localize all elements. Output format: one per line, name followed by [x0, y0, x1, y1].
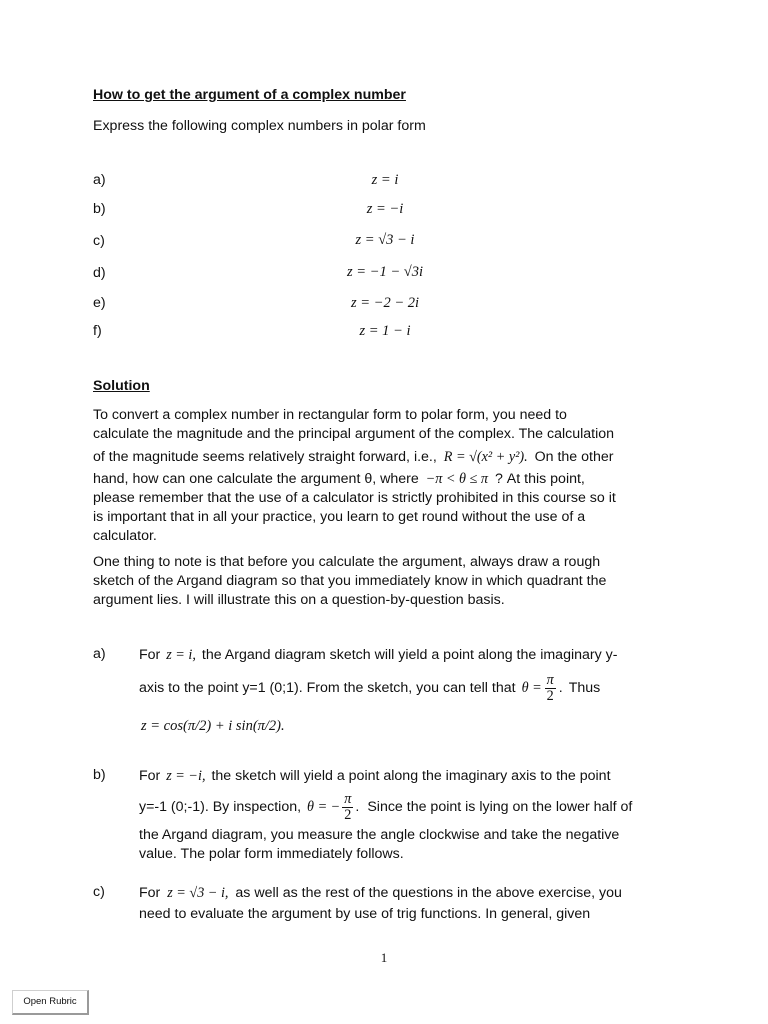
fraction-numerator: π: [344, 790, 352, 807]
fraction-denominator: 2: [344, 806, 352, 823]
answer-a-eq: z = i,: [166, 647, 196, 663]
magnitude-formula: R = √(x² + y²).: [443, 449, 528, 465]
argument-range-formula: −π < θ ≤ π: [425, 471, 489, 487]
answer-b-text1: the sketch will yield a point along the imaginary axis to the point: [211, 768, 611, 784]
exercise-eq-d: z = −1 − √3i: [347, 264, 423, 280]
page-number: 1: [380, 950, 388, 965]
answer-c-for: For: [139, 885, 161, 901]
answer-a-for: For: [139, 647, 161, 663]
para1-line4: [93, 470, 683, 489]
answer-b-text3: Since the point is lying on the lower half of: [367, 798, 633, 815]
answer-a-polar-form: z = cos(π/2) + i sin(π/2).: [141, 718, 285, 734]
exercise-label-f: f): [93, 323, 102, 339]
para1-line1: To convert a complex number in rectangular form to polar form, you need to: [93, 407, 567, 423]
para1-line3: [93, 448, 683, 467]
para1-line4-after: ? At this point,: [494, 471, 585, 487]
exercise-eq-e: z = −2 − 2i: [350, 295, 420, 311]
para1-line4-text: hand, how can one calculate the argument θ, where: [93, 471, 419, 487]
answer-c-text1: as well as the rest of the questions in the above exercise, you: [235, 885, 622, 901]
para1-line5: please remember that the use of a calculator is strictly prohibited in this course so it: [93, 490, 616, 506]
answer-c-line1: [139, 884, 679, 903]
answer-b-line3: the Argand diagram, you measure the angle clockwise and take the negative: [139, 827, 620, 843]
para2-line3: argument lies. I will illustrate this on a question-by-question basis.: [93, 592, 505, 608]
exercise-eq-f: z = 1 − i: [359, 323, 411, 339]
page-title: How to get the argument of a complex number: [93, 87, 406, 103]
answer-b-line4: value. The polar form immediately follows.: [139, 846, 404, 862]
answer-a-line2: axis to the point y=1 (0;1). From the sketch, you can tell that θ = $\frac{\pi}{2}$ . Thus: [139, 671, 601, 704]
para1-line6: is important that in all your practice, you learn to get round without the use of a: [93, 509, 586, 525]
answer-a-thus: Thus: [568, 679, 601, 696]
answer-b-fraction: [342, 792, 353, 823]
exercise-label-d: d): [93, 265, 106, 281]
answer-a: [139, 646, 679, 705]
exercise-eq-a: z = i: [371, 172, 399, 188]
answer-b: [139, 767, 679, 864]
answer-b-eq: z = −i,: [166, 768, 206, 784]
exercise-eq-b: z = −i: [366, 201, 404, 217]
answer-label-a: a): [93, 646, 106, 662]
answer-c-line2: need to evaluate the argument by use of trig functions. In general, given: [139, 906, 591, 922]
fraction-numerator: π: [546, 671, 554, 688]
answer-c-eq: z = √3 − i,: [167, 885, 229, 901]
solution-para-2: [93, 553, 683, 610]
answer-b-line2: y=-1 (0;-1). By inspection, θ = − $\frac{\pi}{2}$ . Since the point is lying on the lower half of: [139, 790, 633, 823]
fraction-denominator: 2: [546, 687, 554, 704]
solution-para-1: [93, 406, 683, 546]
para2-line1: One thing to note is that before you calculate the argument, always draw a rough: [93, 554, 601, 570]
answer-a-fraction: [545, 673, 556, 704]
answer-a-text2: axis to the point y=1 (0;1). From the sketch, you can tell that: [139, 679, 516, 696]
answer-c: [139, 884, 679, 924]
intro-text: Express the following complex numbers in polar form: [93, 118, 426, 134]
para1-line3-text: of the magnitude seems relatively straight forward, i.e.,: [93, 449, 437, 465]
exercise-label-a: a): [93, 172, 106, 188]
para1-line7: calculator.: [93, 528, 157, 544]
answer-a-line1: [139, 646, 679, 665]
exercise-label-e: e): [93, 295, 106, 311]
solution-heading: Solution: [93, 378, 150, 394]
exercise-label-b: b): [93, 201, 106, 217]
answer-b-line1: [139, 767, 679, 786]
answer-b-for: For: [139, 768, 161, 784]
answer-label-c: c): [93, 884, 105, 900]
para2-line2: sketch of the Argand diagram so that you immediately know in which quadrant the: [93, 573, 607, 589]
para1-line3-after: On the other: [534, 449, 614, 465]
open-rubric-button[interactable]: Open Rubric: [12, 990, 89, 1015]
answer-b-text2: y=-1 (0;-1). By inspection,: [139, 798, 302, 815]
exercise-eq-c: z = √3 − i: [355, 232, 415, 248]
answer-label-b: b): [93, 767, 106, 783]
answer-a-theta: θ =: [521, 679, 542, 696]
para1-line2: calculate the magnitude and the principal argument of the complex. The calculation: [93, 426, 615, 442]
answer-b-theta: θ = −: [307, 798, 341, 815]
answer-a-text1: the Argand diagram sketch will yield a point along the imaginary y-: [201, 647, 618, 663]
exercise-label-c: c): [93, 233, 105, 249]
